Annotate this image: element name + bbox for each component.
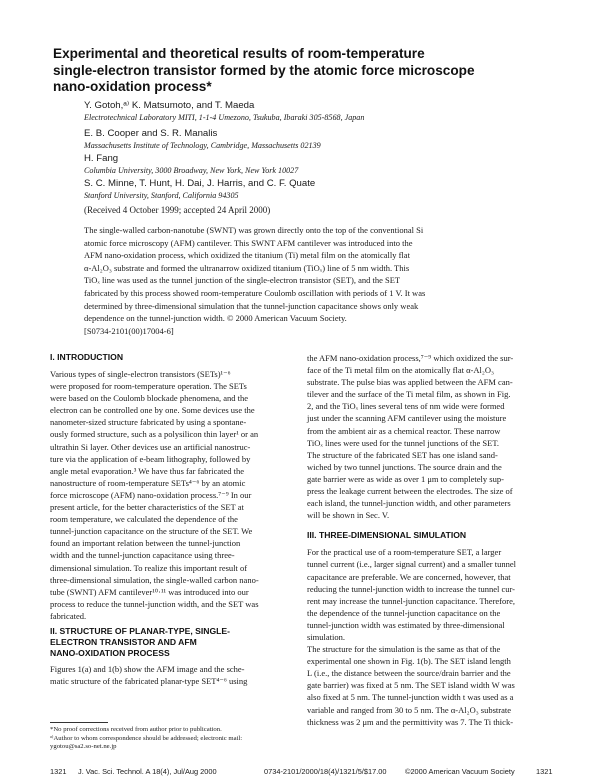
body-line: just under the scanning AFM cantilever using the moisture: [307, 413, 507, 424]
body-line: electron can be controlled one by one. Some devices use the: [50, 405, 255, 416]
abstract-line: α-Al₂O₃ substrate and formed the ultranarrow oxidized titanium (TiOₓ) line of 5 nm width. This: [84, 262, 410, 273]
body-line: substrate. The pulse bias was applied between the AFM can-: [307, 377, 513, 388]
body-line: three-dimensional simulation, the single-walled carbon nano-: [50, 574, 259, 585]
body-line: room temperature, we calculated the dependence of the: [50, 514, 238, 525]
author-affiliation: Electrotechnical Laboratory MITI, 1-1-4 Umezono, Tsukuba, Ibaraki 305-8568, Japan: [84, 113, 365, 122]
footer-journal: J. Vac. Sci. Technol. A 18(4), Jul/Aug 2000: [78, 767, 217, 776]
body-line: tunnel-junction width was estimated by three-dimensional: [307, 619, 505, 630]
body-line: Figures 1(a) and 1(b) show the AFM image and the sche-: [50, 663, 245, 674]
author-names: H. Fang: [84, 153, 119, 164]
heading-line: ELECTRON TRANSISTOR AND AFM: [50, 636, 197, 647]
body-line: simulation.: [307, 631, 346, 642]
heading-line: NANO-OXIDATION PROCESS: [50, 647, 170, 658]
body-line: dimensional simulation. To realize this important result of: [50, 562, 248, 573]
body-line: found an important relation between the tunnel-junction: [50, 538, 241, 549]
body-line: will be shown in Sec. V.: [307, 510, 390, 521]
received-dates: (Received 4 October 1999; accepted 24 April 2000): [84, 205, 271, 215]
heading-line: II. STRUCTURE OF PLANAR-TYPE, SINGLE-: [50, 625, 230, 636]
body-line: The structure for the simulation is the same as that of the: [307, 644, 501, 655]
author-affiliation: Stanford University, Stanford, California 94305: [84, 191, 239, 200]
body-line: ously formed structure, such as a polysilicon thin layer¹ or an: [50, 429, 259, 440]
body-line: capacitance are preferable. We are concerned, however, that: [307, 571, 511, 582]
body-line: also fixed at 5 nm. The tunnel-junction width t was used as a: [307, 692, 514, 703]
footnotes: [50, 726, 242, 752]
body-line: tilever and the surface of the Ti metal film, as shown in Fig.: [307, 389, 511, 400]
right-paragraph-3: [307, 546, 551, 643]
footnote-line: *No proof corrections received from author prior to publication.: [50, 726, 222, 733]
author-group-1: [84, 100, 364, 123]
right-paragraph-2: [307, 449, 551, 522]
body-line: were proposed for room-temperature operation. The SETs: [50, 381, 247, 392]
body-line: process to reduce the tunnel-junction width, and the SET was: [50, 598, 259, 609]
body-line: reducing the tunnel-junction width to increase the tunnel cur-: [307, 583, 516, 594]
body-line: the AFM nano-oxidation process,⁷⁻⁹ which oxidized the sur-: [307, 353, 514, 363]
abstract-line: dependence on the tunnel-junction width. © 2000 American Vacuum Society.: [84, 313, 347, 324]
body-line: the dependence of the tunnel-junction capacitance on the: [307, 607, 501, 618]
body-line: gate barrier) was fixed at 5 nm. The SET island width W was: [307, 680, 515, 691]
right-paragraph-4: [307, 643, 551, 728]
body-line: face of the Ti metal film on the atomically flat α-Al₂O₃: [307, 365, 494, 376]
body-line: ture via the application of e-beam lithography, followed by: [50, 453, 251, 464]
body-line: width and the tunnel-junction capacitance using three-: [50, 550, 235, 561]
footnote-line: ygotou@sa2.so-net.ne.jp: [50, 743, 117, 751]
body-line: thickness was 2 μm and the permittivity was 7. The Ti thick-: [307, 716, 514, 727]
section-heading-simulation: III. THREE-DIMENSIONAL SIMULATION: [307, 530, 467, 541]
body-line: 2, and the TiOₓ lines several tens of nm wide were formed: [307, 401, 505, 412]
body-line: fabricated.: [50, 610, 87, 621]
body-line: ultrathin Si layer. Other devices use an artificial nanostruc-: [50, 441, 251, 452]
body-line: were based on the Coulomb blockade phenomena, and the: [50, 393, 249, 404]
left-column: [50, 352, 294, 687]
right-column: [307, 352, 551, 728]
author-affiliation: Massachusetts Institute of Technology, Cambridge, Massachusetts 02139: [84, 141, 321, 150]
body-line: wiched by two tunnel junctions. The source drain and the: [307, 461, 502, 472]
abstract-line: TiOₓ line was used as the tunnel junction of the single-electron transistor (SET), and the SET: [84, 275, 401, 286]
body-line: press the leakage current between the electrodes. The size of: [307, 486, 513, 497]
body-line: TiOₓ lines were used for the tunnel junctions of the SET.: [307, 437, 500, 448]
title-line: nano-oxidation process*: [53, 79, 212, 94]
body-line: tunnel-junction capacitance on the structure of the SET. We: [50, 526, 253, 537]
author-affiliation: Columbia University, 3000 Broadway, New York, New York 10027: [84, 166, 299, 175]
abstract-line: determined by three-dimensional simulation that the tunnel-junction capacitance shows only weak: [84, 300, 419, 311]
author-group-2: [84, 128, 321, 151]
abstract-line: atomic force microscopy (AFM) cantilever. This SWNT AFM cantilever was introduced into the: [84, 237, 413, 248]
title-line: single-electron transistor formed by the atomic force microscope: [53, 62, 475, 78]
author-names: Y. Gotoh,ᵃ⁾ K. Matsumoto, and T. Maeda: [84, 100, 255, 111]
body-line: each island, the tunnel-junction width, and other parameters: [307, 498, 511, 509]
footer-page-number-right: 1321: [536, 767, 553, 776]
paper-title: [53, 46, 573, 96]
body-line: nanometer-sized structure fabricated by using a spontane-: [50, 417, 247, 428]
body-line: force microscope (AFM) nano-oxidation process.⁷⁻⁹ In our: [50, 489, 252, 500]
abstract-line: The single-walled carbon-nanotube (SWNT) was grown directly onto the top of the conventional Si: [84, 225, 424, 235]
body-line: angle metal evaporation.³ We have thus far fabricated the: [50, 465, 245, 476]
section-heading-introduction: I. INTRODUCTION: [50, 352, 124, 362]
body-line: Various types of single-electron transistors (SETs)¹⁻⁶: [50, 369, 231, 379]
abstract-line: fabricated by this process showed room-temperature Coulomb oscillation with periods of 1 V. It was: [84, 287, 426, 298]
section-heading-structure: [50, 626, 294, 659]
body-line: matic structure of the fabricated planar-type SET⁴⁻⁶ using: [50, 676, 248, 687]
abstract-line: [S0734-2101(00)17004-6]: [84, 325, 174, 336]
body-line: gate barrier were as wide as over 1 μm to completely sup-: [307, 473, 504, 484]
body-line: variable and ranged from 30 to 5 nm. The α-Al₂O₃ substrate: [307, 704, 512, 715]
body-line: L (i.e., the distance between the source/drain barrier and the: [307, 668, 511, 679]
body-line: present article, for the better characteristics of the SET at: [50, 502, 244, 513]
body-line: nanostructure of room-temperature SETs⁴⁻⁶ by an atomic: [50, 477, 246, 488]
abstract: [84, 224, 554, 337]
body-line: experimental one shown in Fig. 1(b). The SET island length: [307, 656, 511, 667]
body-line: tube (SWNT) AFM cantilever¹⁰·¹¹ was introduced into our: [50, 586, 249, 597]
author-names: S. C. Minne, T. Hunt, H. Dai, J. Harris, and C. F. Quate: [84, 178, 316, 189]
footnote-line: ᵃ⁾Author to whom correspondence should be addressed; electronic mail:: [50, 734, 243, 742]
body-line: tunnel current (i.e., larger signal current) and a smaller tunnel: [307, 559, 516, 570]
title-line: Experimental and theoretical results of room-temperature: [53, 46, 425, 61]
structure-paragraph: [50, 663, 294, 687]
author-group-3: [84, 153, 298, 176]
author-group-4: [84, 178, 315, 201]
author-names: E. B. Cooper and S. R. Manalis: [84, 128, 218, 139]
abstract-line: AFM nano-oxidation process, which oxidized the titanium (Ti) metal film on the atomically flat: [84, 250, 410, 261]
footer-copyright: ©2000 American Vacuum Society: [405, 767, 515, 776]
footnote-rule: [50, 722, 108, 723]
footer-code: 0734-2101/2000/18(4)/1321/5/$17.00: [264, 767, 387, 776]
body-line: For the practical use of a room-temperature SET, a larger: [307, 547, 502, 558]
body-line: rent may increase the tunnel-junction capacitance. Therefore,: [307, 595, 515, 606]
body-line: The structure of the fabricated SET has one island sand-: [307, 449, 498, 460]
body-line: from the ambient air as a chemical reactor. These narrow: [307, 425, 501, 436]
footer-page-number-left: 1321: [50, 767, 67, 776]
right-paragraph-1: [307, 352, 551, 449]
introduction-paragraph: [50, 368, 294, 622]
